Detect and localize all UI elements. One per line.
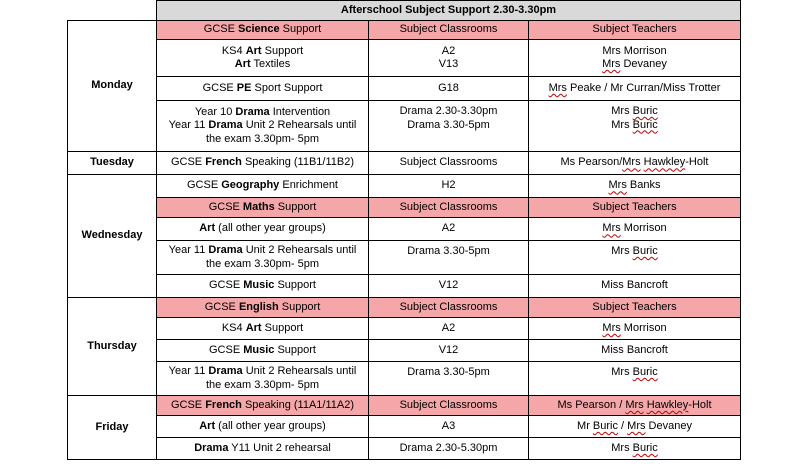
table-row [68,275,741,298]
activity-cell: KS4 Art Support [157,318,369,340]
table-row [68,438,741,460]
room-cell: A3 [369,416,529,438]
table-row [68,101,741,152]
teacher-cell: Subject Teachers [529,198,741,218]
day-thursday: Thursday [68,298,157,396]
room-cell: Subject Classrooms [369,198,529,218]
teacher-cell: Miss Bancroft [529,340,741,362]
activity-cell: GCSE Geography Enrichment [157,175,369,198]
activity-cell: GCSE Music Support [157,340,369,362]
room-cell: A2 [369,318,529,340]
teacher-cell: Mrs Buric [529,438,741,460]
activity-cell: GCSE PE Sport Support [157,77,369,101]
room-cell: H2 [369,175,529,198]
teacher-cell: Mrs Buric [529,241,741,275]
table-row [68,241,741,275]
room-cell: Drama 3.30-5pm [369,362,529,396]
teacher-cell: Mrs Buric Mrs Buric [529,101,741,152]
activity-cell: GCSE Music Support [157,275,369,298]
teacher-cell: Mrs Banks [529,175,741,198]
activity-cell: KS4 Art Support Art Textiles [157,40,369,77]
room-cell: Subject Classrooms [369,396,529,416]
teacher-cell: Mr Buric / Mrs Devaney [529,416,741,438]
room-cell: Drama 3.30-5pm [369,241,529,275]
activity-cell: Art (all other year groups) [157,416,369,438]
teacher-cell: Ms Pearson/Mrs Hawkley-Holt [529,152,741,175]
room-cell: Subject Classrooms [369,21,529,40]
table-title: Afterschool Subject Support 2.30-3.30pm [157,1,741,21]
teacher-cell: Mrs Morrison [529,218,741,241]
day-monday: Monday [68,21,157,152]
table-row [68,318,741,340]
table-row [68,298,741,318]
room-cell: Drama 2.30-5.30pm [369,438,529,460]
room-cell: G18 [369,77,529,101]
room-cell: Drama 2.30-3.30pm Drama 3.30-5pm [369,101,529,152]
room-cell: Subject Classrooms [369,152,529,175]
table-row [68,198,741,218]
blank-cell [68,1,157,21]
schedule-table [67,0,741,460]
teacher-cell: Subject Teachers [529,298,741,318]
room-cell: A2 V13 [369,40,529,77]
activity-cell: Year 11 Drama Unit 2 Rehearsals until the exam 3.30pm- 5pm [157,241,369,275]
activity-cell: GCSE French Speaking (11B1/11B2) [157,152,369,175]
day-wednesday: Wednesday [68,175,157,298]
room-cell: V12 [369,340,529,362]
activity-cell: Year 10 Drama Intervention Year 11 Drama Unit 2 Rehearsals until the exam 3.30pm- 5pm [157,101,369,152]
activity-cell: Year 11 Drama Unit 2 Rehearsals until the exam 3.30pm- 5pm [157,362,369,396]
table-row [68,362,741,396]
room-cell: A2 [369,218,529,241]
activity-cell: Drama Y11 Unit 2 rehearsal [157,438,369,460]
table-row [68,396,741,416]
activity-cell: GCSE Science Support [157,21,369,40]
teacher-cell: Subject Teachers [529,21,741,40]
table-row [68,416,741,438]
activity-cell: Art (all other year groups) [157,218,369,241]
room-cell: Subject Classrooms [369,298,529,318]
activity-cell: GCSE English Support [157,298,369,318]
table-row [68,340,741,362]
activity-cell: GCSE French Speaking (11A1/11A2) [157,396,369,416]
day-friday: Friday [68,396,157,460]
table-row [68,218,741,241]
teacher-cell: Ms Pearson / Mrs Hawkley-Holt [529,396,741,416]
table-row [68,77,741,101]
teacher-cell: Mrs Morrison Mrs Devaney [529,40,741,77]
teacher-cell: Mrs Buric [529,362,741,396]
table-row [68,21,741,40]
activity-cell: GCSE Maths Support [157,198,369,218]
table-row [68,152,741,175]
table-row [68,175,741,198]
teacher-cell: Mrs Morrison [529,318,741,340]
room-cell: V12 [369,275,529,298]
title-row [68,1,741,21]
day-tuesday: Tuesday [68,152,157,175]
teacher-cell: Miss Bancroft [529,275,741,298]
table-row [68,40,741,77]
teacher-cell: Mrs Peake / Mr Curran/Miss Trotter [529,77,741,101]
